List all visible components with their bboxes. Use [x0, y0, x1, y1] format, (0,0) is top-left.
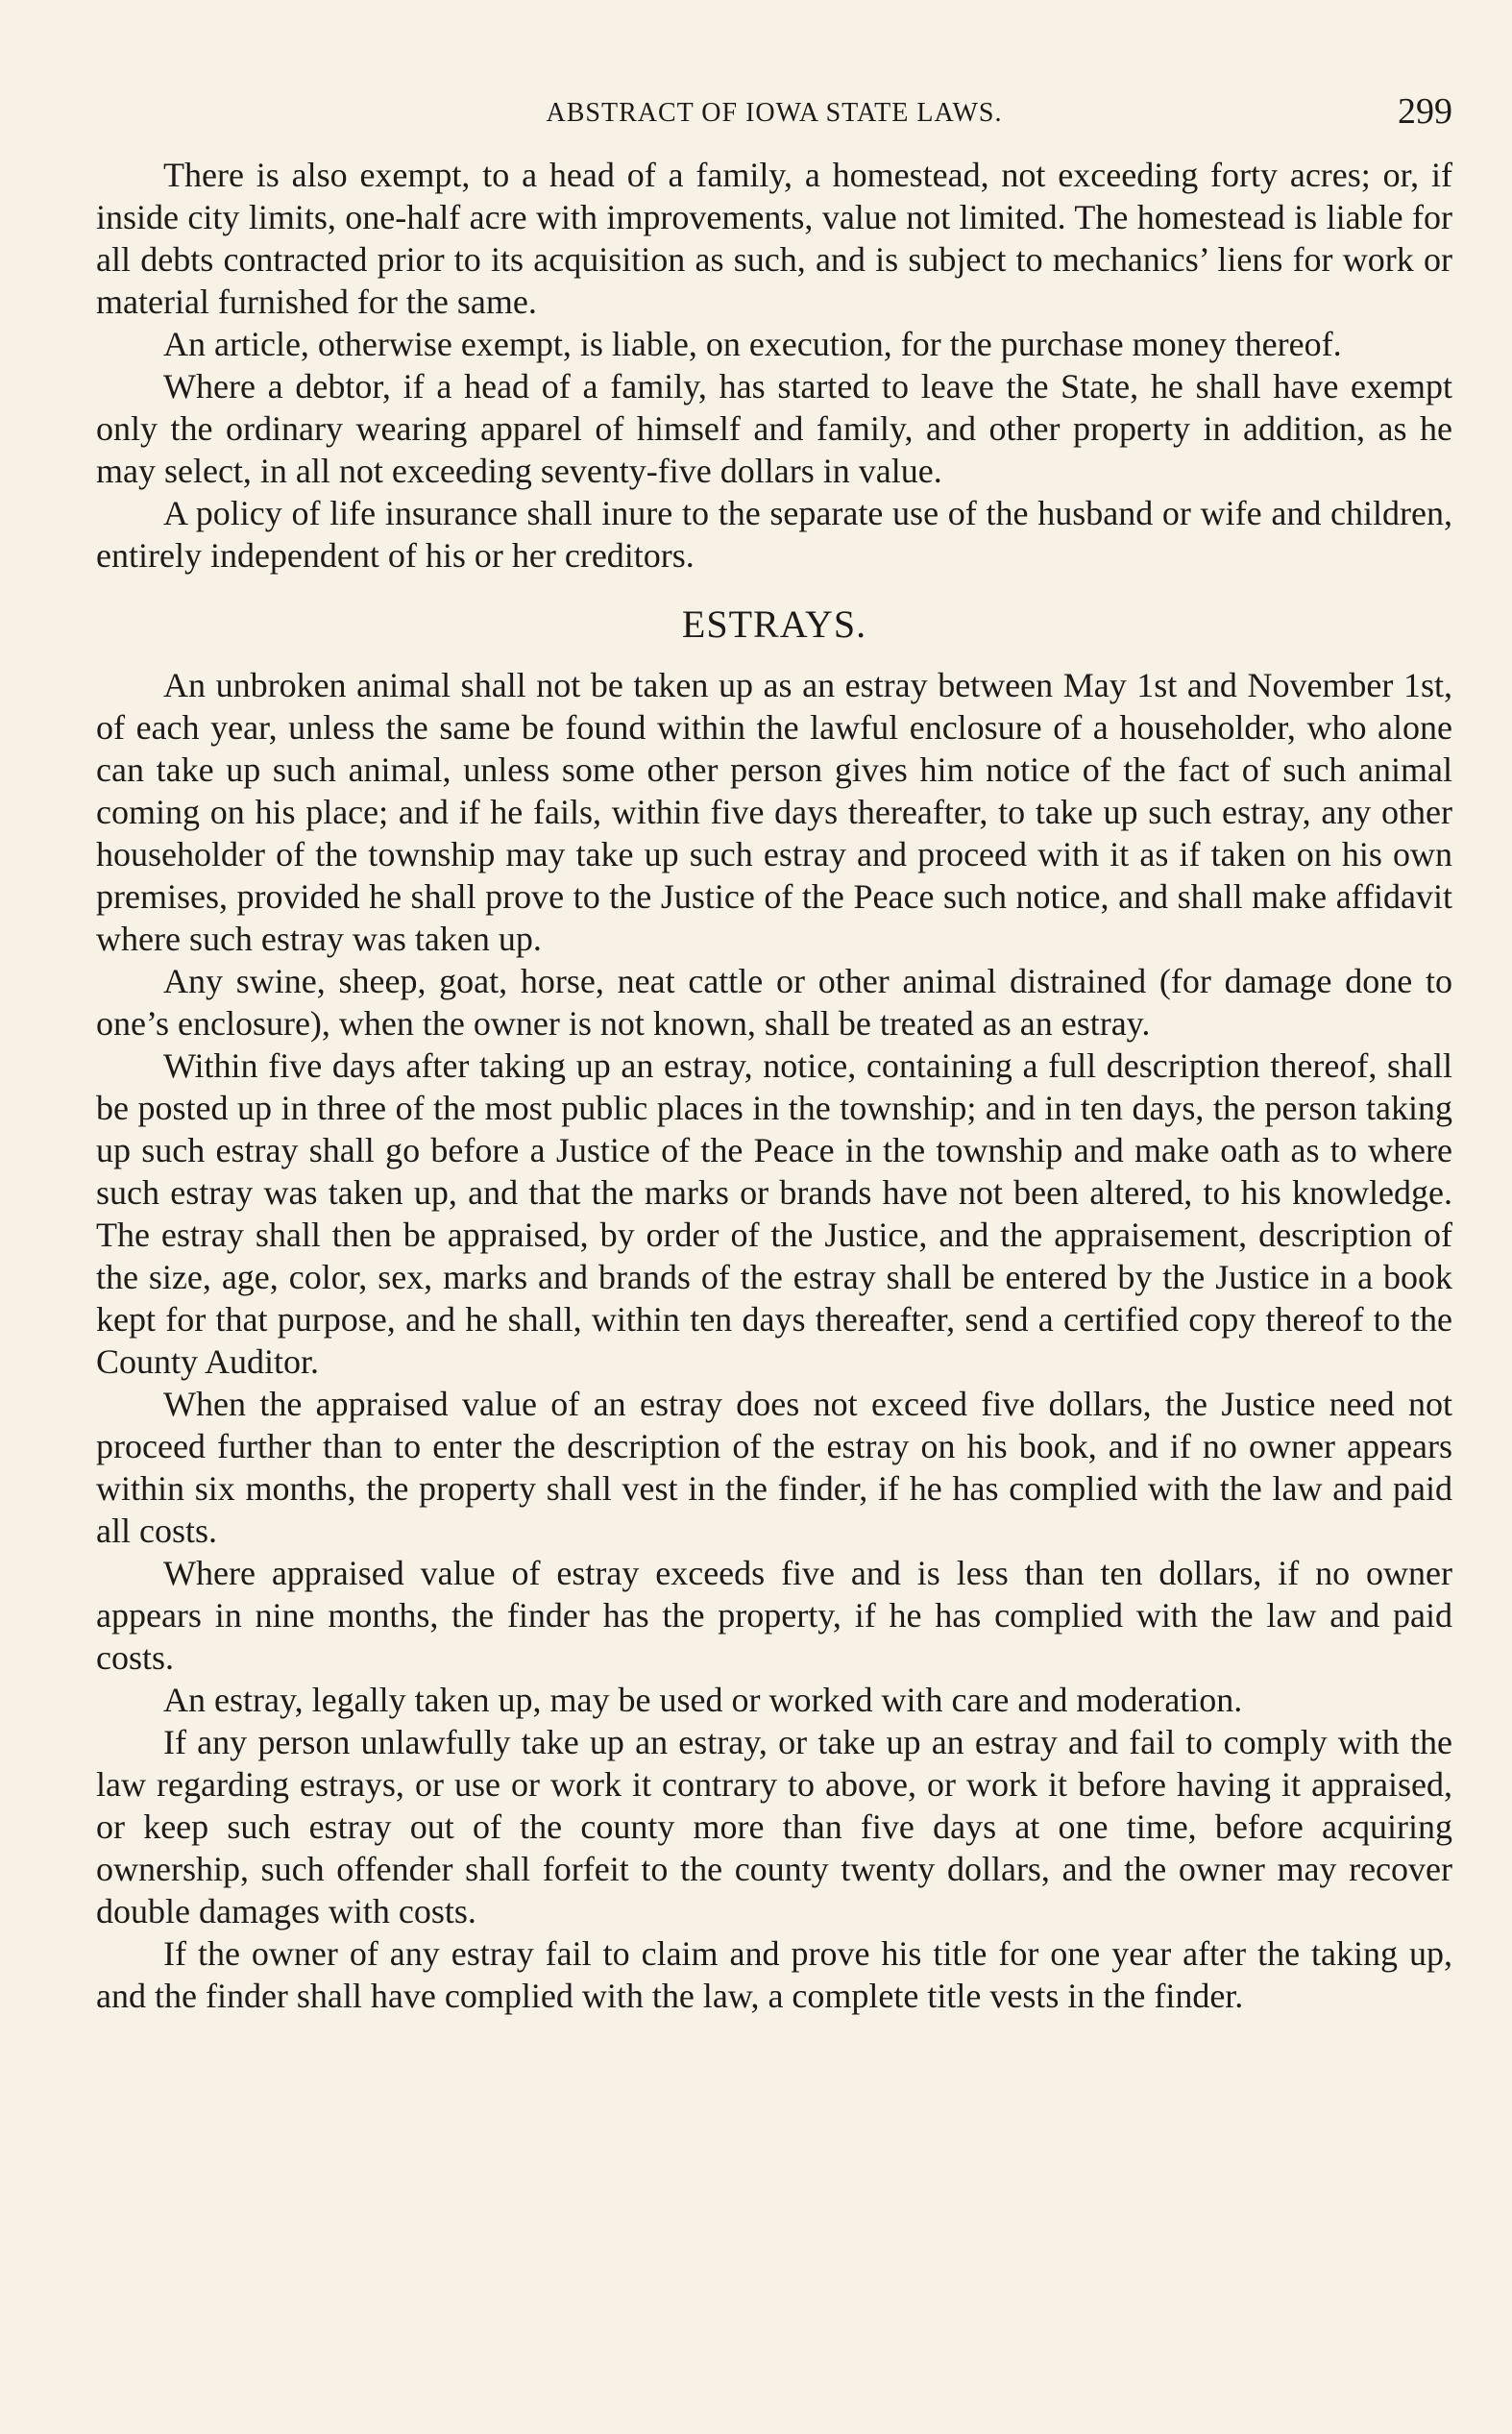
- page-number: 299: [1398, 91, 1452, 132]
- running-head: ABSTRACT OF IOWA STATE LAWS.: [546, 98, 1003, 128]
- paragraph: If the owner of any estray fail to claim and prove his title for one year after the taking up, and the finder shall have complied with the law, a complete title vests in the finder.: [96, 1934, 1452, 2015]
- page-header: [96, 91, 1452, 154]
- paragraph: Where appraised value of estray exceeds five and is less than ten dollars, if no owner appears in nine months, the finder has the property, if he has complied with the law and paid costs.: [96, 1554, 1452, 1677]
- paragraph: Where a debtor, if a head of a family, has started to leave the State, he shall have exempt only the ordinary wearing apparel of himself and family, and other property in addition, as he may select, in all not exceeding seventy-five dollars in value.: [96, 367, 1452, 490]
- paragraph: An estray, legally taken up, may be used or worked with care and moderation.: [163, 1681, 1243, 1719]
- paragraph: Within five days after taking up an estray, notice, containing a full description thereof, shall be posted up in three of the most public places in the township; and in ten days, the person taking up such estray shall go before a Justice of the Peace in the township and make oath as to where such estray was taken up, and that the marks or brands have not been altered, to his knowledge. The estray shall then be appraised, by order of the Justice, and the appraisement, description of the size, age, color, sex, marks and brands of the estray shall be entered by the Justice in a book kept for that purpose, and he shall, within ten days thereafter, send a certified copy thereof to the County Auditor.: [96, 1046, 1452, 1381]
- paragraph: An unbroken animal shall not be taken up as an estray between May 1st and November 1st, of each year, unless the same be found within the lawful enclosure of a householder, who alone can take up such animal, unless some other person gives him notice of the fact of such animal coming on his place; and if he fails, within five days thereafter, to take up such estray, any other householder of the township may take up such estray and proceed with it as if taken on his own premises, provided he shall prove to the Justice of the Peace such notice, and shall make affidavit where such estray was taken up.: [96, 666, 1452, 958]
- paragraph: A policy of life insurance shall inure to the separate use of the husband or wife and children, entirely independent of his or her creditors.: [96, 494, 1452, 575]
- document-page: [96, 91, 1452, 2017]
- paragraph: When the appraised value of an estray does not exceed five dollars, the Justice need not proceed further than to enter the description of the estray on his book, and if no owner appears within six months, the property shall vest in the finder, if he has complied with the law and paid all costs.: [96, 1385, 1452, 1550]
- exemptions-section: [96, 154, 1452, 577]
- paragraph: Any swine, sheep, goat, horse, neat cattle or other animal distrained (for damage done to one’s enclosure), when the owner is not known, shall be treated as an estray.: [96, 962, 1452, 1043]
- paragraph: An article, otherwise exempt, is liable, on execution, for the purchase money thereof.: [163, 325, 1342, 363]
- paragraph: If any person unlawfully take up an estray, or take up an estray and fail to comply with the law regarding estrays, or use or work it contrary to above, or work it before having it appraised, or keep such estray out of the county more than five days at one time, before acquiring ownership, such offender shall forfeit to the county twenty dollars, and the owner may recover double damages with costs.: [96, 1723, 1452, 1930]
- estrays-section: [96, 664, 1452, 2017]
- section-title-estrays: ESTRAYS.: [681, 602, 867, 646]
- paragraph: There is also exempt, to a head of a family, a homestead, not exceeding forty acres; or, if inside city limits, one-half acre with improvements, value not limited. The homestead is liable for all debts contracted prior to its acquisition as such, and is subject to mechanics’ liens for work or material furnished for the same.: [96, 156, 1452, 321]
